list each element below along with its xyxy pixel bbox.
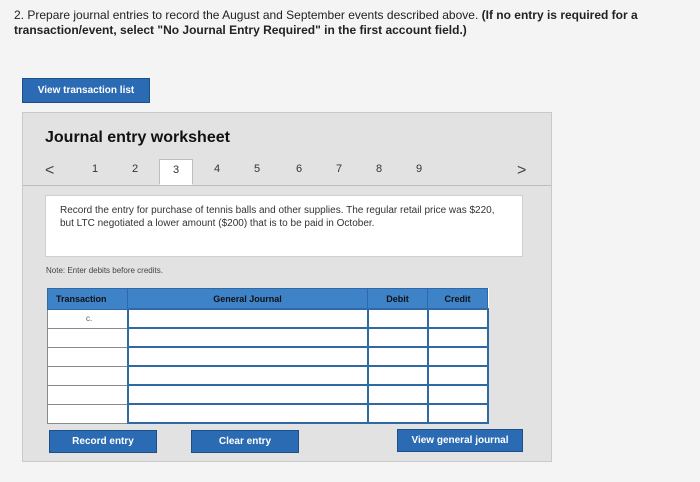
- transaction-cell: [48, 328, 128, 347]
- debit-input[interactable]: [368, 404, 428, 423]
- transaction-cell: [48, 347, 128, 366]
- credit-input[interactable]: [428, 347, 488, 366]
- tab-1[interactable]: 1: [91, 163, 99, 175]
- record-entry-button[interactable]: Record entry: [49, 430, 157, 453]
- debit-input[interactable]: [368, 347, 428, 366]
- account-input[interactable]: [128, 347, 368, 366]
- credit-input[interactable]: [428, 385, 488, 404]
- account-input[interactable]: [128, 366, 368, 385]
- credit-input[interactable]: [428, 404, 488, 423]
- tab-2[interactable]: 2: [131, 163, 139, 175]
- transaction-cell: [48, 366, 128, 385]
- tab-3[interactable]: 3: [159, 159, 193, 185]
- transaction-cell: [48, 385, 128, 404]
- account-input[interactable]: [128, 328, 368, 347]
- question-instruction: (If no entry is required for a transaction/event, select "No Journal Entry Required" in the first account field.): [14, 8, 638, 37]
- account-input[interactable]: [128, 309, 368, 328]
- view-general-journal-button[interactable]: View general journal: [397, 429, 523, 452]
- table-row: [48, 328, 488, 347]
- tab-6[interactable]: 6: [295, 163, 303, 175]
- table-row: [48, 385, 488, 404]
- tab-9[interactable]: 9: [415, 163, 423, 175]
- header-debit: Debit: [368, 289, 428, 310]
- question-text: [14, 8, 689, 38]
- tab-7[interactable]: 7: [335, 163, 343, 175]
- debit-input[interactable]: [368, 385, 428, 404]
- table-row: [48, 347, 488, 366]
- debit-input[interactable]: [368, 328, 428, 347]
- table-row: [48, 366, 488, 385]
- prev-arrow-icon[interactable]: <: [45, 162, 55, 179]
- question-prompt: 2. Prepare journal entries to record the August and September events described above.: [14, 8, 479, 22]
- note-text: Note: Enter debits before credits.: [46, 266, 163, 275]
- debit-input[interactable]: [368, 366, 428, 385]
- header-general-journal: General Journal: [128, 289, 368, 310]
- account-input[interactable]: [128, 385, 368, 404]
- credit-input[interactable]: [428, 328, 488, 347]
- table-row: [48, 309, 488, 328]
- tab-5[interactable]: 5: [253, 163, 261, 175]
- credit-input[interactable]: [428, 309, 488, 328]
- transaction-cell: [48, 404, 128, 423]
- clear-entry-button[interactable]: Clear entry: [191, 430, 299, 453]
- view-transaction-list-button[interactable]: View transaction list: [22, 78, 150, 103]
- tab-8[interactable]: 8: [375, 163, 383, 175]
- journal-entry-table: [47, 288, 489, 424]
- debit-input[interactable]: [368, 309, 428, 328]
- credit-input[interactable]: [428, 366, 488, 385]
- journal-entry-worksheet: [22, 112, 552, 462]
- transaction-description: Record the entry for purchase of tennis balls and other supplies. The regular retail price was $220, but LTC negotiated a lower amount ($200) that is to be paid in October.: [45, 195, 523, 257]
- tab-4[interactable]: 4: [213, 163, 221, 175]
- worksheet-tabs: [23, 159, 551, 186]
- transaction-cell: c.: [48, 309, 128, 328]
- next-arrow-icon[interactable]: >: [517, 162, 527, 179]
- header-transaction: Transaction: [48, 289, 128, 310]
- header-credit: Credit: [428, 289, 488, 310]
- table-row: [48, 404, 488, 423]
- worksheet-title: Journal entry worksheet: [45, 129, 230, 146]
- account-input[interactable]: [128, 404, 368, 423]
